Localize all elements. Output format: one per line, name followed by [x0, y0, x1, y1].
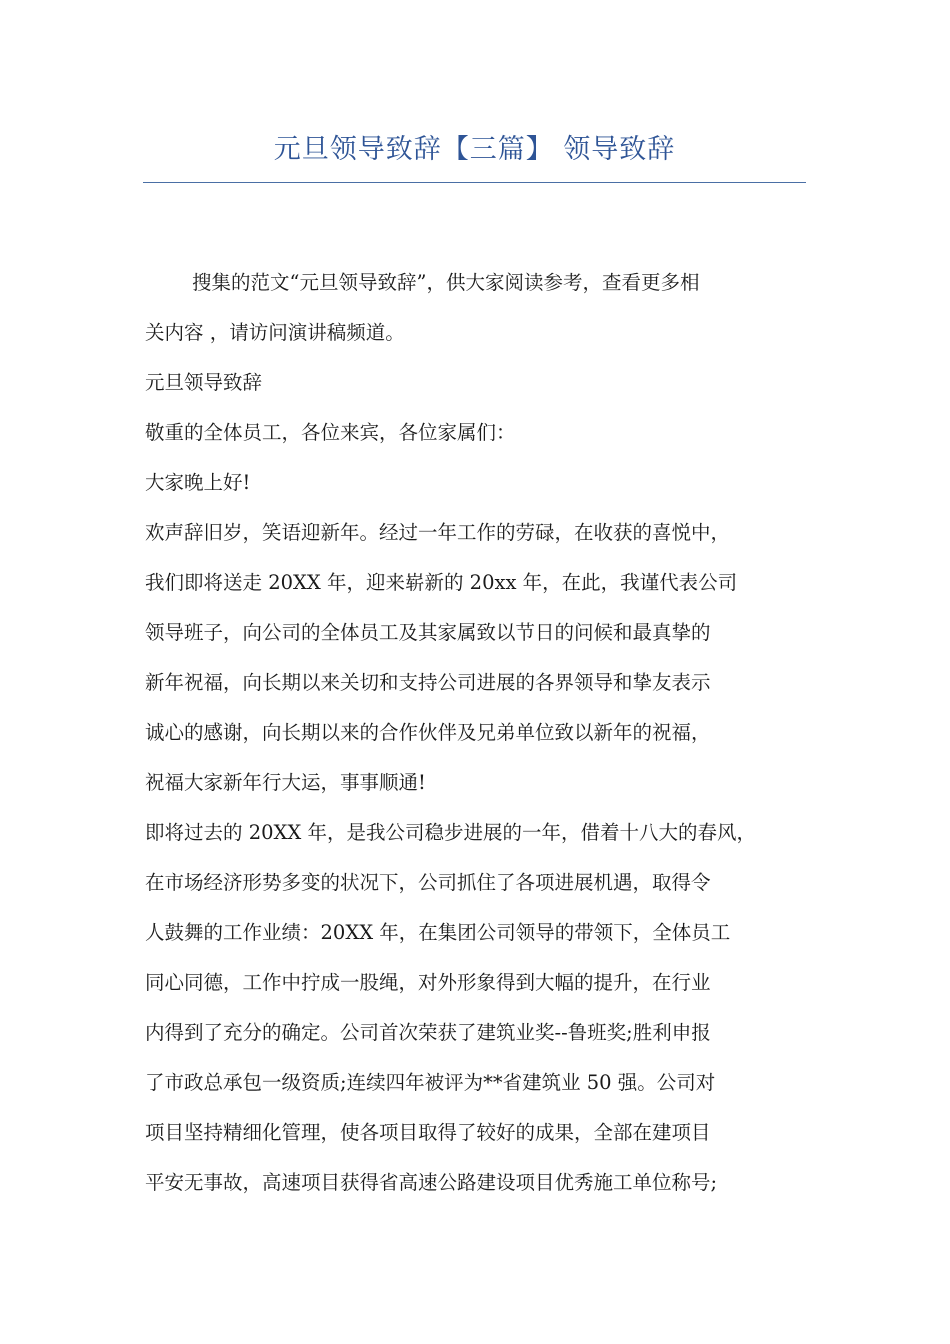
- paragraph-line: 人鼓舞的工作业绩：20XX 年，在集团公司领导的带领下，全体员工: [145, 921, 731, 944]
- paragraph-line: 新年祝福，向长期以来关切和支持公司进展的各界领导和挚友表示: [145, 671, 711, 694]
- paragraph-line: 诚心的感谢，向长期以来的合作伙伴及兄弟单位致以新年的祝福，: [145, 721, 711, 744]
- paragraph-line: 搜集的范文“元旦领导致辞”，供大家阅读参考，查看更多相: [192, 271, 700, 294]
- paragraph-line: 项目坚持精细化管理，使各项目取得了较好的成果，全部在建项目: [145, 1121, 711, 1144]
- document-body: [145, 258, 810, 1208]
- greeting: 大家晚上好!: [145, 471, 251, 494]
- paragraph-line: 关内容 ，请访问演讲稿频道。: [145, 321, 405, 344]
- salutation: 敬重的全体员工，各位来宾，各位家属们：: [145, 421, 516, 444]
- paragraph-line: 即将过去的 20XX 年，是我公司稳步进展的一年，借着十八大的春风，: [145, 821, 756, 844]
- paragraph-line: 平安无事故，高速项目获得省高速公路建设项目优秀施工单位称号;: [145, 1171, 718, 1194]
- paragraph-line: 我们即将送走 20XX 年，迎来崭新的 20xx 年，在此，我谨代表公司: [145, 571, 738, 594]
- document-title: 元旦领导致辞【三篇】 领导致辞: [273, 134, 676, 165]
- paragraph-line: 领导班子，向公司的全体员工及其家属致以节日的问候和最真挚的: [145, 621, 711, 644]
- section-heading: 元旦领导致辞: [145, 371, 263, 394]
- paragraph-line: 同心同德，工作中拧成一股绳，对外形象得到大幅的提升，在行业: [145, 971, 711, 994]
- paragraph-line: 欢声辞旧岁，笑语迎新年。经过一年工作的劳碌，在收获的喜悦中，: [145, 521, 731, 544]
- paragraph-line: 在市场经济形势多变的状况下，公司抓住了各项进展机遇，取得令: [145, 871, 711, 894]
- paragraph-line: 了市政总承包一级资质;连续四年被评为**省建筑业 50 强。公司对: [145, 1071, 716, 1094]
- paragraph-line: 内得到了充分的确定。公司首次荣获了建筑业奖--鲁班奖;胜利申报: [145, 1021, 711, 1044]
- title-block: [143, 128, 806, 183]
- paragraph-line: 祝福大家新年行大运，事事顺通!: [145, 771, 426, 794]
